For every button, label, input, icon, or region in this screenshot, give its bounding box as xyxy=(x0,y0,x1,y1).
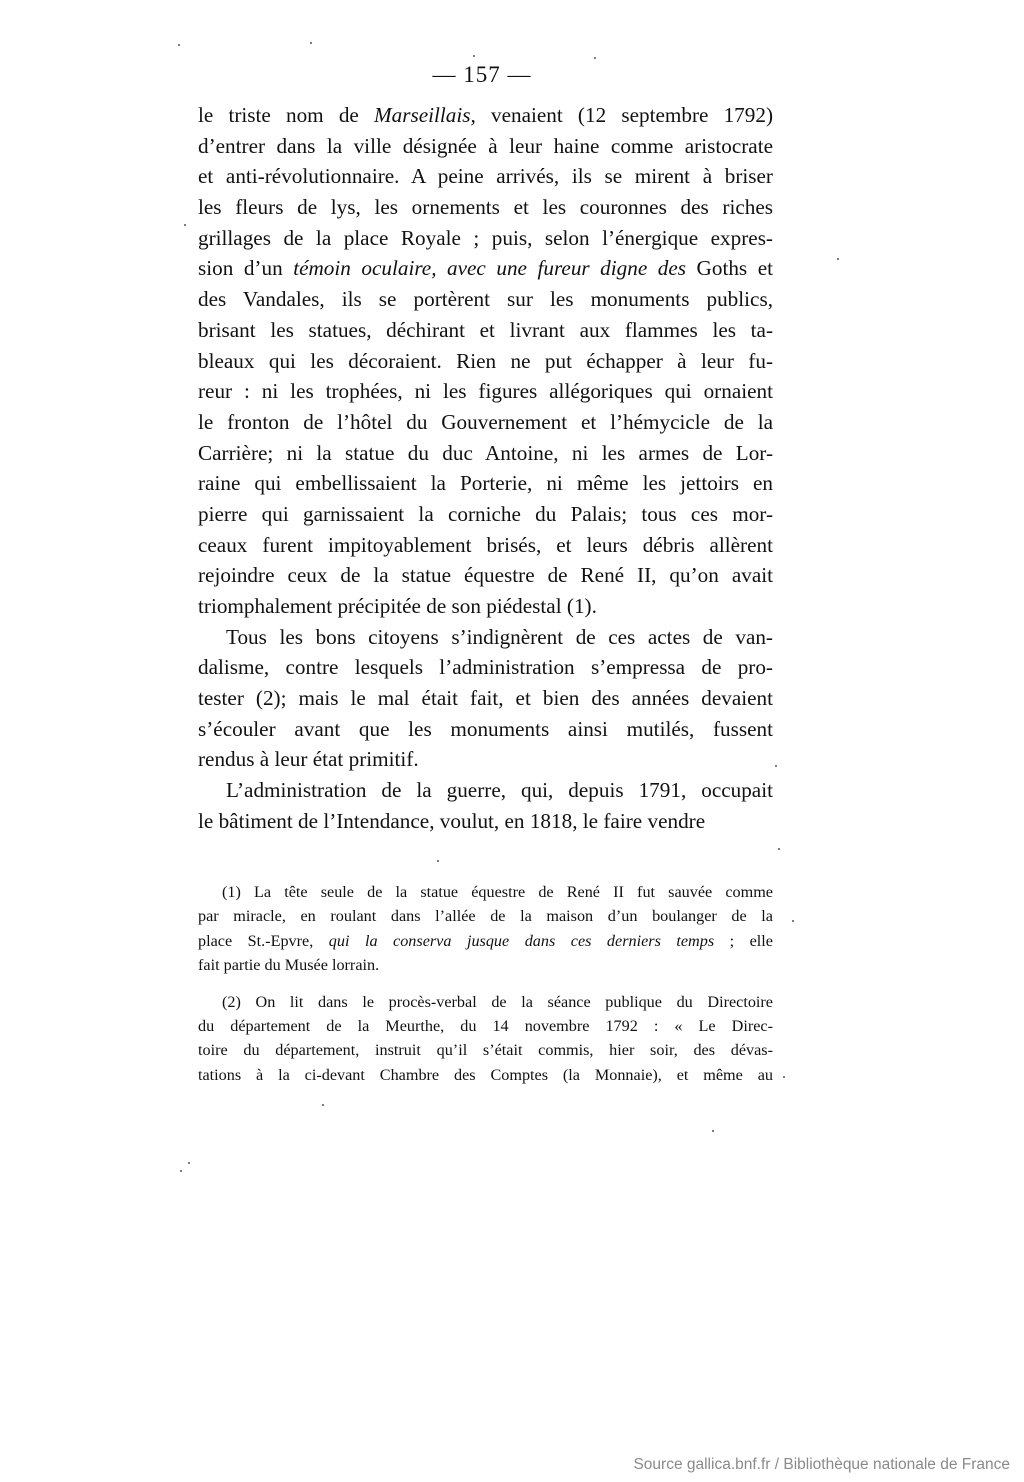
text-line xyxy=(198,100,773,131)
text-run: rejoindre ceux de la statue équestre de René II, qu’on avait xyxy=(198,563,773,588)
footnote-line xyxy=(198,1038,773,1062)
text-run: raine qui embellissaient la Porterie, ni même les jettoirs en xyxy=(198,471,773,496)
text-line xyxy=(198,530,773,561)
text-run: le bâtiment de l’Intendance, voulut, en 1818, le faire vendre xyxy=(198,808,706,833)
italic-run: Marseillais, xyxy=(374,103,476,127)
scan-speck xyxy=(473,55,475,57)
text-run: Carrière; ni la statue du duc Antoine, ni les armes de Lor- xyxy=(198,440,773,465)
footnote-line xyxy=(198,929,773,953)
text-line xyxy=(198,223,773,254)
text-run: et anti-révolutionnaire. A peine arrivés, ils se mirent à briser xyxy=(198,164,773,189)
text-line xyxy=(198,683,773,714)
text-run: rendus à leur état primitif. xyxy=(198,747,419,772)
text-run: tester (2); mais le mal était fait, et bien des années devaient xyxy=(198,686,773,711)
footnote-line xyxy=(198,880,773,904)
text-line xyxy=(198,346,773,377)
text-run: brisant les statues, déchirant et livrant aux flammes les ta- xyxy=(198,317,773,342)
text-line xyxy=(198,775,773,806)
scan-speck xyxy=(437,860,439,862)
italic-run: témoin oculaire, avec une fureur digne des xyxy=(293,256,687,281)
scan-speck xyxy=(837,258,839,260)
footnote-line xyxy=(198,990,773,1014)
text-run: tations à la ci-devant Chambre des Comptes (la Monnaie), et même au xyxy=(198,1065,773,1084)
scan-speck xyxy=(310,42,312,44)
text-line xyxy=(198,315,773,346)
text-run: d’entrer dans la ville désignée à leur haine comme aristocrate xyxy=(198,133,773,158)
text-run: ; elle xyxy=(714,931,773,950)
footnote-line xyxy=(198,953,773,977)
text-run: fait partie du Musée lorrain. xyxy=(198,956,380,975)
text-line xyxy=(198,560,773,591)
scan-speck xyxy=(594,57,596,59)
text-run: pierre qui garnissaient la corniche du Palais; tous ces mor- xyxy=(198,501,773,526)
text-run: des Vandales, ils se portèrent sur les monuments publics, xyxy=(198,287,773,312)
text-line xyxy=(198,131,773,162)
text-line xyxy=(198,744,773,775)
text-run: le fronton de l’hôtel du Gouvernement et l’hémycicle de la xyxy=(198,409,773,434)
text-run: L’administration de la guerre, qui, depuis 1791, occupait xyxy=(226,778,773,803)
text-line xyxy=(198,253,773,284)
text-line xyxy=(198,192,773,223)
footnote xyxy=(198,880,773,978)
footnote-line xyxy=(198,1014,773,1038)
text-run: grillages de la place Royale ; puis, selon l’énergique expres- xyxy=(198,225,773,250)
scan-speck xyxy=(775,765,777,767)
text-run: s’écouler avant que les monuments ainsi mutilés, fussent xyxy=(198,716,773,741)
text-run: du département de la Meurthe, du 14 novembre 1792 : « Le Direc- xyxy=(198,1016,773,1035)
scan-speck xyxy=(792,920,794,922)
text-run: les fleurs de lys, les ornements et les couronnes des riches xyxy=(198,195,773,220)
text-run: Tous les bons citoyens s’indignèrent de ces actes de van- xyxy=(226,624,773,649)
text-line xyxy=(198,652,773,683)
scan-speck xyxy=(178,44,180,46)
scan-speck xyxy=(712,1130,714,1132)
scan-speck xyxy=(184,224,186,226)
text-run: toire du département, instruit qu’il s’était commis, hier soir, des dévas- xyxy=(198,1041,773,1060)
text-line xyxy=(198,622,773,653)
footnote-line xyxy=(198,1063,773,1087)
footnotes xyxy=(198,880,773,1099)
text-run: (1) La tête seule de la statue équestre de René II fut sauvée comme xyxy=(222,883,773,901)
italic-run: qui la conserva jusque dans ces derniers temps xyxy=(328,931,715,950)
text-line xyxy=(198,376,773,407)
source-credit: Source gallica.bnf.fr / Bibliothèque nationale de France xyxy=(633,1456,1010,1473)
text-run: sion d’un xyxy=(198,256,294,281)
text-line xyxy=(198,714,773,745)
text-run: ceaux furent impitoyablement brisés, et leurs débris allèrent xyxy=(198,532,773,557)
scan-speck xyxy=(778,848,780,850)
footnote xyxy=(198,990,773,1088)
text-run: Goths et xyxy=(686,256,773,281)
text-line xyxy=(198,161,773,192)
text-run: reur : ni les trophées, ni les figures allégoriques qui ornaient xyxy=(198,379,773,404)
text-run: triomphalement précipitée de son piédestal (1). xyxy=(198,594,597,618)
page-number: — 157 — xyxy=(432,62,532,87)
text-line xyxy=(198,591,773,622)
text-line xyxy=(198,284,773,315)
text-run: par miracle, en roulant dans l’allée de la maison d’un boulanger de la xyxy=(198,907,773,926)
text-run: le triste nom de xyxy=(198,103,374,127)
text-run: place St.-Epvre, xyxy=(198,931,329,950)
text-line xyxy=(198,806,773,837)
scan-speck xyxy=(180,1170,182,1172)
text-line xyxy=(198,499,773,530)
scan-speck xyxy=(783,1076,785,1078)
text-run: (2) On lit dans le procès-verbal de la séance publique du Directoire xyxy=(222,992,773,1011)
text-line xyxy=(198,468,773,499)
main-text xyxy=(198,100,773,837)
text-run: dalisme, contre lesquels l’administration s’empressa de pro- xyxy=(198,655,773,680)
text-line xyxy=(198,407,773,438)
scan-speck xyxy=(322,1104,324,1106)
text-run: bleaux qui les décoraient. Rien ne put échapper à leur fu- xyxy=(198,348,773,373)
footnote-line xyxy=(198,904,773,928)
text-line xyxy=(198,438,773,469)
scan-speck xyxy=(188,1162,190,1164)
text-run: venaient (12 septembre 1792) xyxy=(475,103,773,127)
